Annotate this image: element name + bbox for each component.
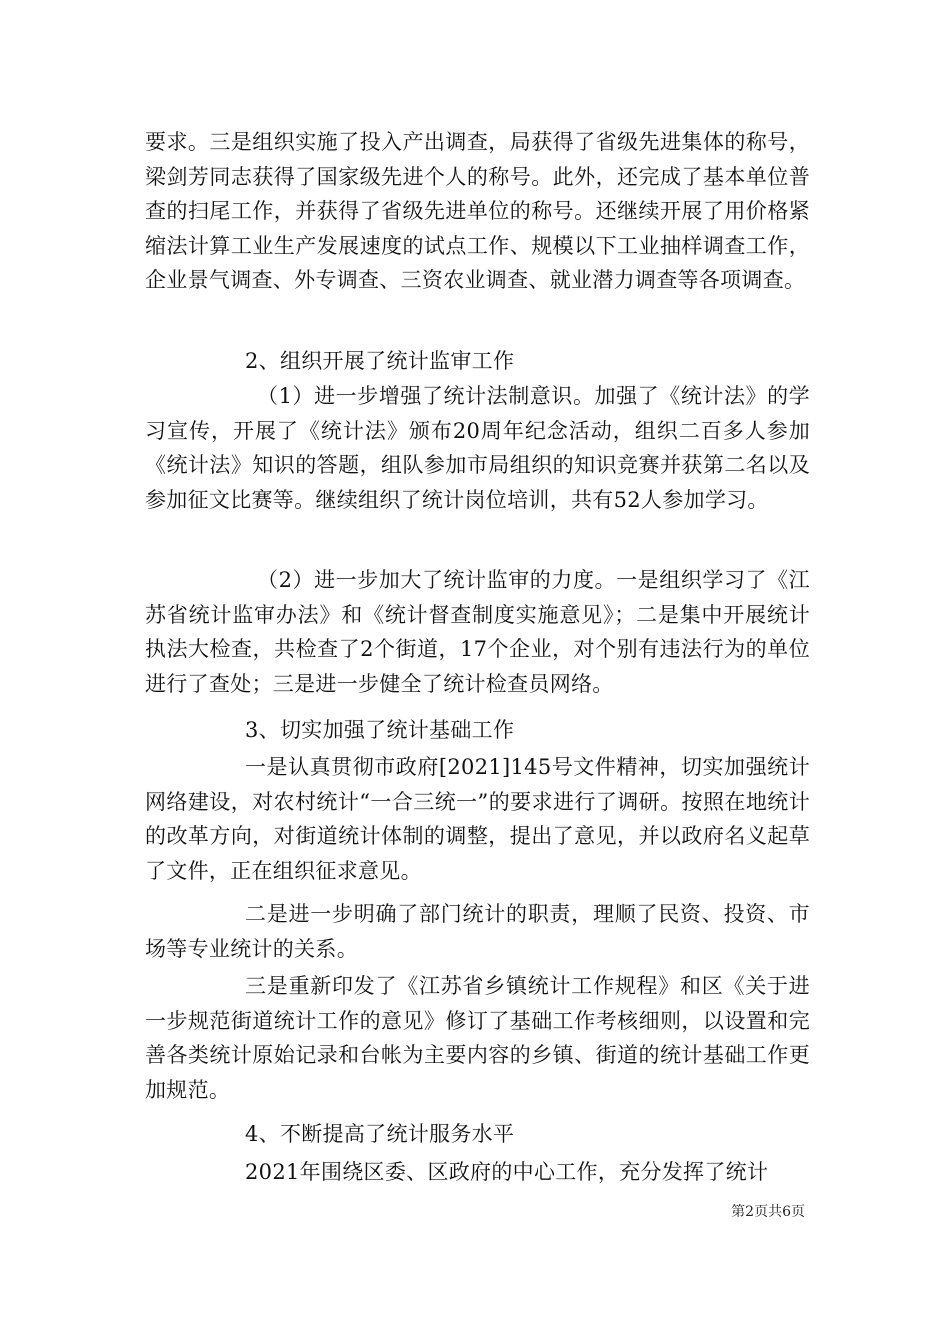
body-paragraph: （2）进一步加大了统计监审的力度。一是组织学习了《江苏省统计监审办法》和《统计督查制度实施意见》；二是集中开展统计执法大检查，共检查了2个街道，17个企业，对个别有违法行为的单位进行了查处；三是进一步健全了统计检查员网络。	[145, 568, 810, 696]
body-paragraph: （1）进一步增强了统计法制意识。加强了《统计法》的学习宣传，开展了《统计法》颁布20周年纪念活动，组织二百多人参加《统计法》知识的答题，组队参加市局组织的知识竞赛并获第二名以及参加征文比赛等。继续组织了统计岗位培训，共有52人参加学习。	[145, 384, 810, 512]
section-heading: 3、切实加强了统计基础工作	[245, 718, 515, 742]
section-heading: 2、组织开展了统计监审工作	[245, 349, 515, 373]
body-paragraph: 三是重新印发了《江苏省乡镇统计工作规程》和区《关于进一步规范街道统计工作的意见》修订了基础工作考核细则，以设置和完善各类统计原始记录和台帐为主要内容的乡镇、街道的统计基础工作更加规范。	[145, 974, 810, 1102]
body-paragraph: 2021年围绕区委、区政府的中心工作，充分发挥了统计	[245, 1160, 769, 1184]
body-paragraph: 要求。三是组织实施了投入产出调查，局获得了省级先进集体的称号，梁剑芳同志获得了国家级先进个人的称号。此外，还完成了基本单位普查的扫尾工作，并获得了省级先进单位的称号。还继续开展了用价格紧缩法计算工业生产发展速度的试点工作、规模以下工业抽样调查工作，企业景气调查、外专调查、三资农业调查、就业潜力调查等各项调查。	[145, 130, 810, 292]
body-paragraph: 二是进一步明确了部门统计的职责，理顺了民资、投资、市场等专业统计的关系。	[145, 902, 810, 961]
body-paragraph: 一是认真贯彻市政府[2021]145号文件精神，切实加强统计网络建设，对农村统计“一合三统一”的要求进行了调研。按照在地统计的改革方向，对街道统计体制的调整，提出了意见，并以政府名义起草了文件，正在组织征求意见。	[145, 755, 810, 883]
section-heading: 4、不断提高了统计服务水平	[245, 1122, 515, 1146]
page-number-footer: 第2页共6页	[731, 1204, 805, 1220]
